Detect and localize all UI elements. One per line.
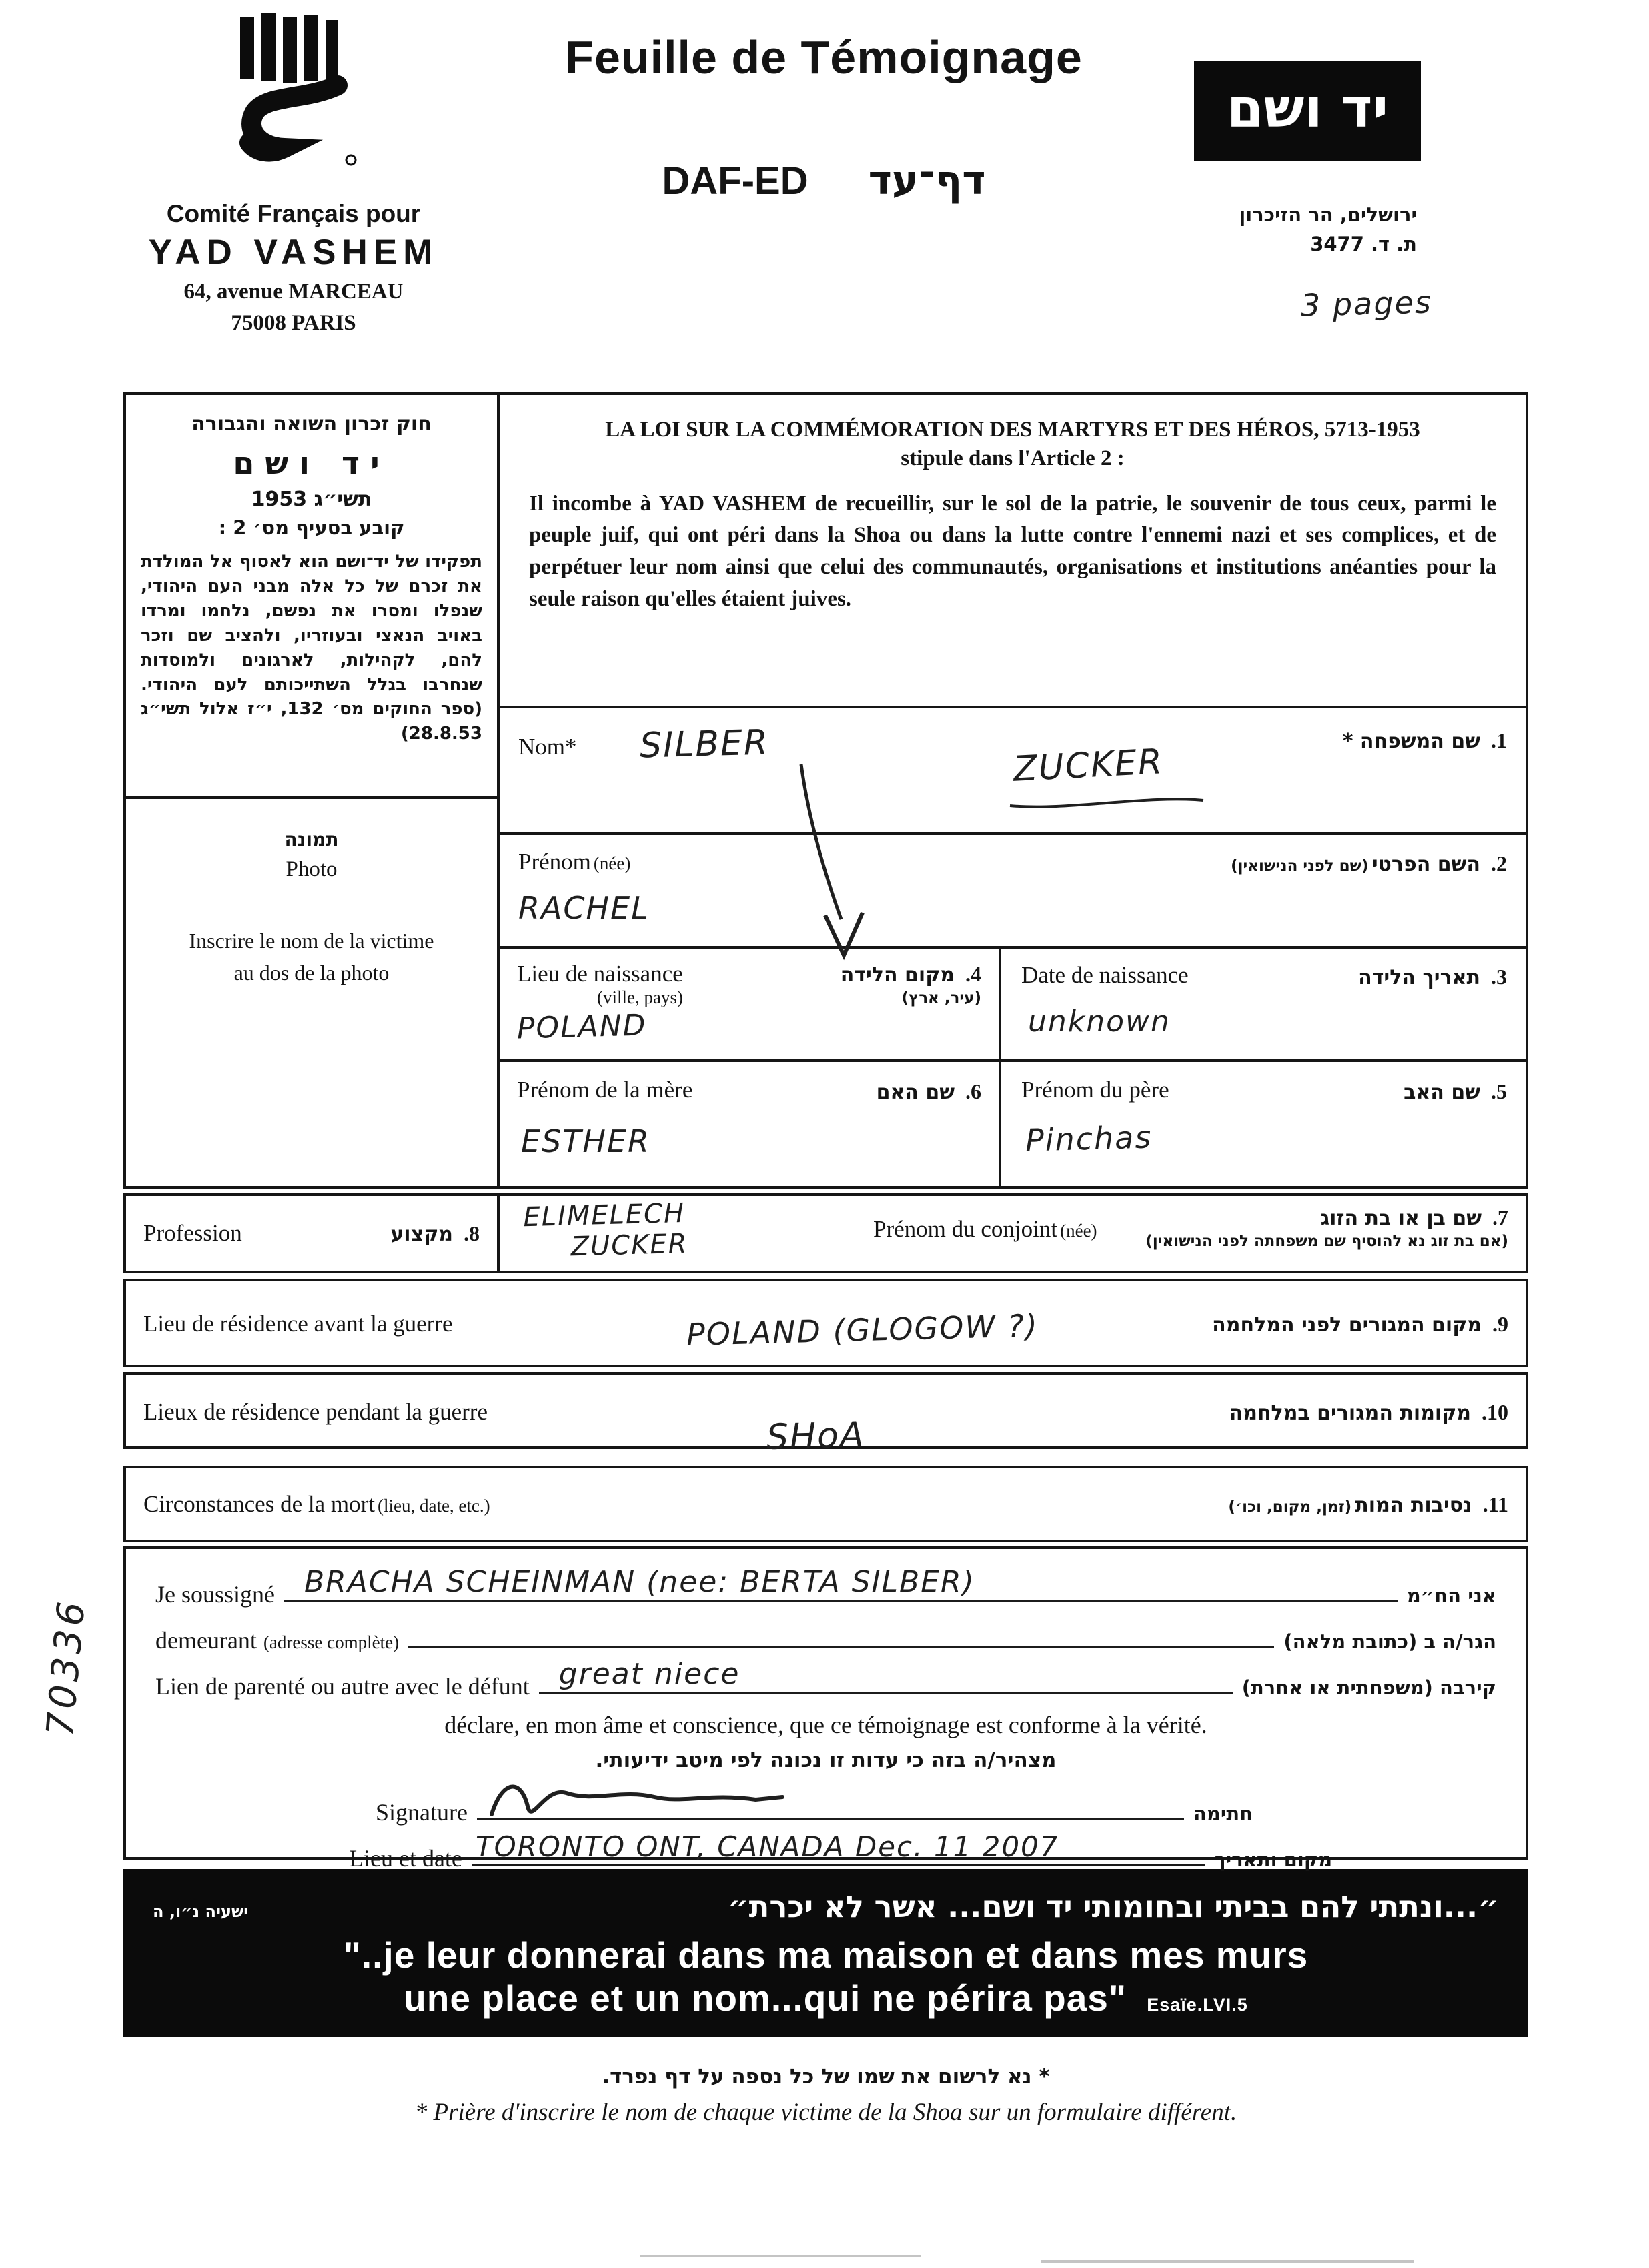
circonstances-label-he-small: (זמן, מקום, וכו׳) [1228,1498,1352,1516]
footnote-hebrew: * נא לרשום את שמו של כל נספה על דף נפרד. [602,2065,1050,2089]
residence-pendant-label-fr: Lieux de résidence pendant la guerre [143,1399,488,1425]
prenom-label-fr-group [518,848,630,875]
law-sidebar-title4: קובע בסעיף מס׳ 2 : [218,516,405,539]
banner-french-source: Esaïe.LVI.5 [1147,1995,1248,2015]
lieu-date-label: Lieu et date [349,1845,462,1872]
lien-parente-label-he: קירבה (משפחתית או אחרת) [1241,1676,1496,1699]
residence-avant-label-fr: Lieu de résidence avant la guerre [143,1311,453,1337]
daf-ed-hebrew: דף־עד [868,157,986,204]
date-naissance-handwritten-value: unknown [1028,1005,1171,1039]
main-form-column [500,395,1526,1186]
circonstances-label-he-main: נסיבות המות [1355,1494,1472,1517]
banner-french-line2-text: une place et un nom...qui ne périra pas" [404,1977,1127,2019]
banner-hebrew-line [153,1889,1499,1924]
je-soussigne-label: Je soussigné [155,1581,275,1608]
lieu-date-handwritten-value: TORONTO ONT, CANADA Dec. 11 2007 [475,1830,1059,1863]
page-title: Feuille de Témoignage [565,31,1083,83]
prenom-label-he [1231,853,1480,876]
field-prenom-pere [1001,1062,1526,1186]
residence-pendant-number: .10 [1482,1400,1508,1424]
law-title: LA LOI SUR LA COMMÉMORATION DES MARTYRS ET DES HÉROS, 5713-1953 [605,418,1420,442]
prenom-mere-label-he: שם האם [876,1081,955,1104]
circonstances-label-he [1228,1494,1472,1517]
lieu-date-label-he: מקום ותאריך [1214,1848,1333,1871]
law-sidebar-title3: תשי״ג 1953 [251,488,372,511]
yad-vashem-hebrew-logo-block [1194,61,1421,259]
declaration-section [123,1546,1528,1872]
org-address-block [100,200,487,336]
profession-label-fr: Profession [143,1220,242,1246]
demeurant-label-small: (adresse complète) [263,1632,400,1652]
law-paragraph: Il incombe à YAD VASHEM de recueillir, sur le sol de la patrie, le souvenir de tous ceux, parmi le peuple juif, qui ont péri dans la Shoa ou dans la lutte contre l'ennemi nazi et ses complices, et de perpétuer leur nom ainsi que celui des communautés, organisations et institutions anéanties pour la seule raison qu'elles étaient juives. [529,491,1496,612]
circonstances-handwritten-value: SHoA [766,1415,866,1458]
footnote-french: * Prière d'inscrire le nom de chaque victime de la Shoa sur un formulaire différent. [414,2099,1237,2126]
yad-vashem-hand-logo-icon [220,11,360,177]
declaration-statement-fr: déclare, en mon âme et conscience, que ce témoignage est conforme à la vérité. [444,1712,1207,1738]
nom-label-he: שם המשפחה * [1342,730,1480,753]
je-soussigne-row [155,1565,1496,1608]
declaration-statement-he: מצהיר/ה בזה כי עדות זו נכונה לפי מיטב ידיעותי. [595,1748,1057,1772]
law-subtitle: stipule dans l'Article 2 : [901,446,1125,470]
prenom-pere-number: .5 [1491,1079,1507,1103]
prenom-pere-label-he: שם האב [1404,1081,1480,1104]
demeurant-line [408,1618,1274,1648]
prenom-pere-label-he-group [1404,1079,1507,1104]
quote-banner [123,1869,1528,2037]
residence-pendant-label-he: מקומות המגורים במלחמה [1229,1401,1471,1425]
lien-parente-line [539,1657,1233,1694]
lieu-naissance-handwritten-value: POLAND [516,1008,648,1046]
form-body [123,392,1528,2127]
field-profession [126,1196,500,1271]
banner-hebrew-source: ישעיה נ״ו, ה [153,1902,249,1921]
signature-label: Signature [376,1799,468,1826]
prenom-mere-label-fr: Prénom de la mère [517,1077,693,1103]
prenom-label-he-small: (שם לפני הנישואין) [1231,857,1369,875]
signature-row [376,1790,1496,1826]
org-line2: YAD VASHEM [148,233,439,272]
demeurant-row [155,1618,1496,1654]
demeurant-label: demeurant [155,1627,257,1654]
conjoint-label-fr-small: (née) [1060,1221,1097,1241]
date-naissance-label-fr: Date de naissance [1021,962,1189,988]
date-naissance-label-he: תאריך הלידה [1358,966,1480,989]
circonstances-label-fr-group [143,1491,490,1518]
nom-handwritten-value: SILBER [639,722,770,766]
lien-parente-row [155,1657,1496,1700]
photo-placeholder-area [126,799,497,1186]
je-soussigne-line [284,1565,1398,1602]
field-date-naissance [1001,949,1526,1059]
org-line1: Comité Français pour [166,200,421,227]
prenom-mere-number: .6 [965,1079,981,1103]
row-profession-conjoint [123,1193,1528,1273]
residence-avant-label-he-group [1212,1312,1508,1337]
law-sidebar-title1: חוק זכרון השואה והגבורה [191,412,432,436]
circonstances-label-fr: Circonstances de la mort [143,1491,375,1517]
lieu-naissance-label-he-group [841,962,981,1007]
prenom-label-fr-small: (née) [593,853,631,873]
profession-label-he-group [390,1221,480,1246]
lieu-naissance-label-fr-small: (ville, pays) [597,987,683,1007]
lien-parente-label: Lien de parenté ou autre avec le défunt [155,1673,530,1700]
demeurant-label-he: הגר/ה ב (כתובת מלאה) [1283,1630,1496,1653]
field-nom [500,708,1526,835]
law-statement-section [500,395,1526,708]
profession-number: .8 [464,1221,480,1245]
conjoint-label-he-group [1145,1205,1508,1250]
nom-label-he-group [1343,728,1507,753]
daf-ed-latin: DAF-ED [662,159,808,203]
hebrew-address [1194,201,1421,259]
lieu-naissance-label-he-small: (עיר, ארץ) [901,989,981,1007]
title-block [487,31,1161,204]
residence-avant-label-he: מקום המגורים לפני המלחמה [1212,1313,1482,1337]
prenom-label-he-main: השם הפרטי [1371,853,1480,876]
residence-avant-number: .9 [1492,1312,1508,1336]
nom-number: .1 [1491,728,1507,752]
lieu-naissance-label-he: מקום הלידה [840,963,955,987]
circonstances-number: .11 [1482,1492,1508,1516]
field-prenom-mere [500,1062,1001,1186]
je-soussigne-handwritten-value: BRACHA SCHEINMAN (nee: BERTA SILBER) [304,1565,975,1599]
prenom-number: .2 [1491,851,1507,875]
signature-scribble [484,1774,790,1824]
field-residence-avant [123,1279,1528,1367]
prenom-label-he-group [1231,851,1507,876]
org-address1: 64, avenue MARCEAU [183,279,404,304]
yad-vashem-hebrew-logo: יד ושם [1194,61,1421,161]
field-lieu-naissance [500,949,1001,1059]
residence-pendant-label-he-group [1229,1400,1508,1425]
prenom-label-fr: Prénom [518,848,591,875]
date-naissance-number: .3 [1491,965,1507,989]
photo-instruction: Inscrire le nom de la victime au dos de la photo [189,929,434,985]
scan-artifact-line [640,2255,921,2257]
prenom-mere-handwritten-value: ESTHER [521,1123,650,1159]
banner-hebrew-quote: ״...ונתתי להם בביתי ובחומותי יד ושם... אשר לא יכרת״ [727,1889,1499,1924]
conjoint-value-line2: ZUCKER [570,1228,689,1263]
daf-ed-line [487,157,1161,204]
prenom-pere-label-fr: Prénom du père [1021,1077,1169,1103]
conjoint-value-line1: ELIMELECH [522,1197,686,1233]
residence-avant-handwritten-value: POLAND (GLOGOW ?) [686,1307,1039,1353]
nom-handwritten-value2: ZUCKER [1012,742,1165,790]
lieu-naissance-label-fr-group [517,961,683,1008]
lien-parente-handwritten-value: great niece [558,1657,740,1691]
je-soussigne-label-he: אני הח״מ [1406,1584,1496,1607]
conjoint-label-he-small: (אם בת זוג נא להוסיף שם משפחתה לפני הנישואין) [1145,1233,1508,1250]
handwritten-pages-note: 3 pages [1300,284,1433,324]
prenom-pere-handwritten-value: Pinchas [1025,1119,1153,1159]
handwritten-margin-number: 70336 [39,1596,94,1738]
conjoint-number: .7 [1492,1205,1508,1229]
law-sidebar-title2: יד ושם [233,445,390,481]
conjoint-label-fr-group [873,1216,1097,1243]
circonstances-label-he-group [1228,1492,1508,1517]
field-circonstances [123,1415,1528,1542]
lieu-date-line [472,1830,1205,1866]
profession-label-he: מקצוע [390,1223,453,1246]
conjoint-label-fr: Prénom du conjoint [873,1216,1058,1242]
zucker-underline-stroke [1007,794,1207,811]
lieu-naissance-label-fr: Lieu de naissance [517,961,683,987]
org-address2: 75008 PARIS [231,311,356,335]
row-parents [500,1062,1526,1186]
field-conjoint [500,1196,1526,1271]
lieu-date-row [349,1830,1496,1872]
top-form-block [123,392,1528,1189]
row-naissance [500,949,1526,1062]
date-naissance-label-he-group [1358,965,1507,989]
hebrew-law-sidebar [126,395,500,1186]
conjoint-label-he: שם בן או בת הזוג [1320,1207,1482,1230]
hebrew-address-line2: ת. ד. 3477 [1310,232,1417,255]
hebrew-law-box [126,395,497,799]
circonstances-label-fr-small: (lieu, date, etc.) [377,1496,490,1516]
photo-label: Photo [286,857,338,881]
conjoint-handwritten-value [523,1198,688,1263]
banner-french-line1: "..je leur donnerai dans ma maison et dans mes murs [343,1934,1309,1976]
prenom-mere-label-he-group [877,1079,981,1104]
scan-artifact-line [1041,2260,1414,2263]
signature-line [477,1790,1184,1820]
prenom-handwritten-value: RACHEL [518,890,650,926]
banner-french-line2 [153,1976,1499,2019]
nom-label-fr: Nom* [518,734,577,760]
lieu-naissance-number: .4 [965,962,981,986]
field-prenom [500,835,1526,949]
photo-label-hebrew: תמונה [284,828,339,851]
signature-label-he: חתימה [1193,1802,1253,1825]
hebrew-address-line1: ירושלים, הר הזיכרון [1239,203,1417,226]
law-sidebar-body: תפקידו של יד־ושם הוא לאסוף אל המולדת את זכרם של כל אלה מבני העם היהודי, שנפלו ומסרו את נפשם, נלחמו ומרדו באויב הנאצי ובעוזריו, ולהציב שם וזכר להם, לקהילות, לארגונים ולמוסדות שנחרבו בגלל השתייכותם לעם היהודי. (ספר החוקים מס׳ 132, י״ז אלול תשי״ג 28.8.53) [141,552,482,744]
